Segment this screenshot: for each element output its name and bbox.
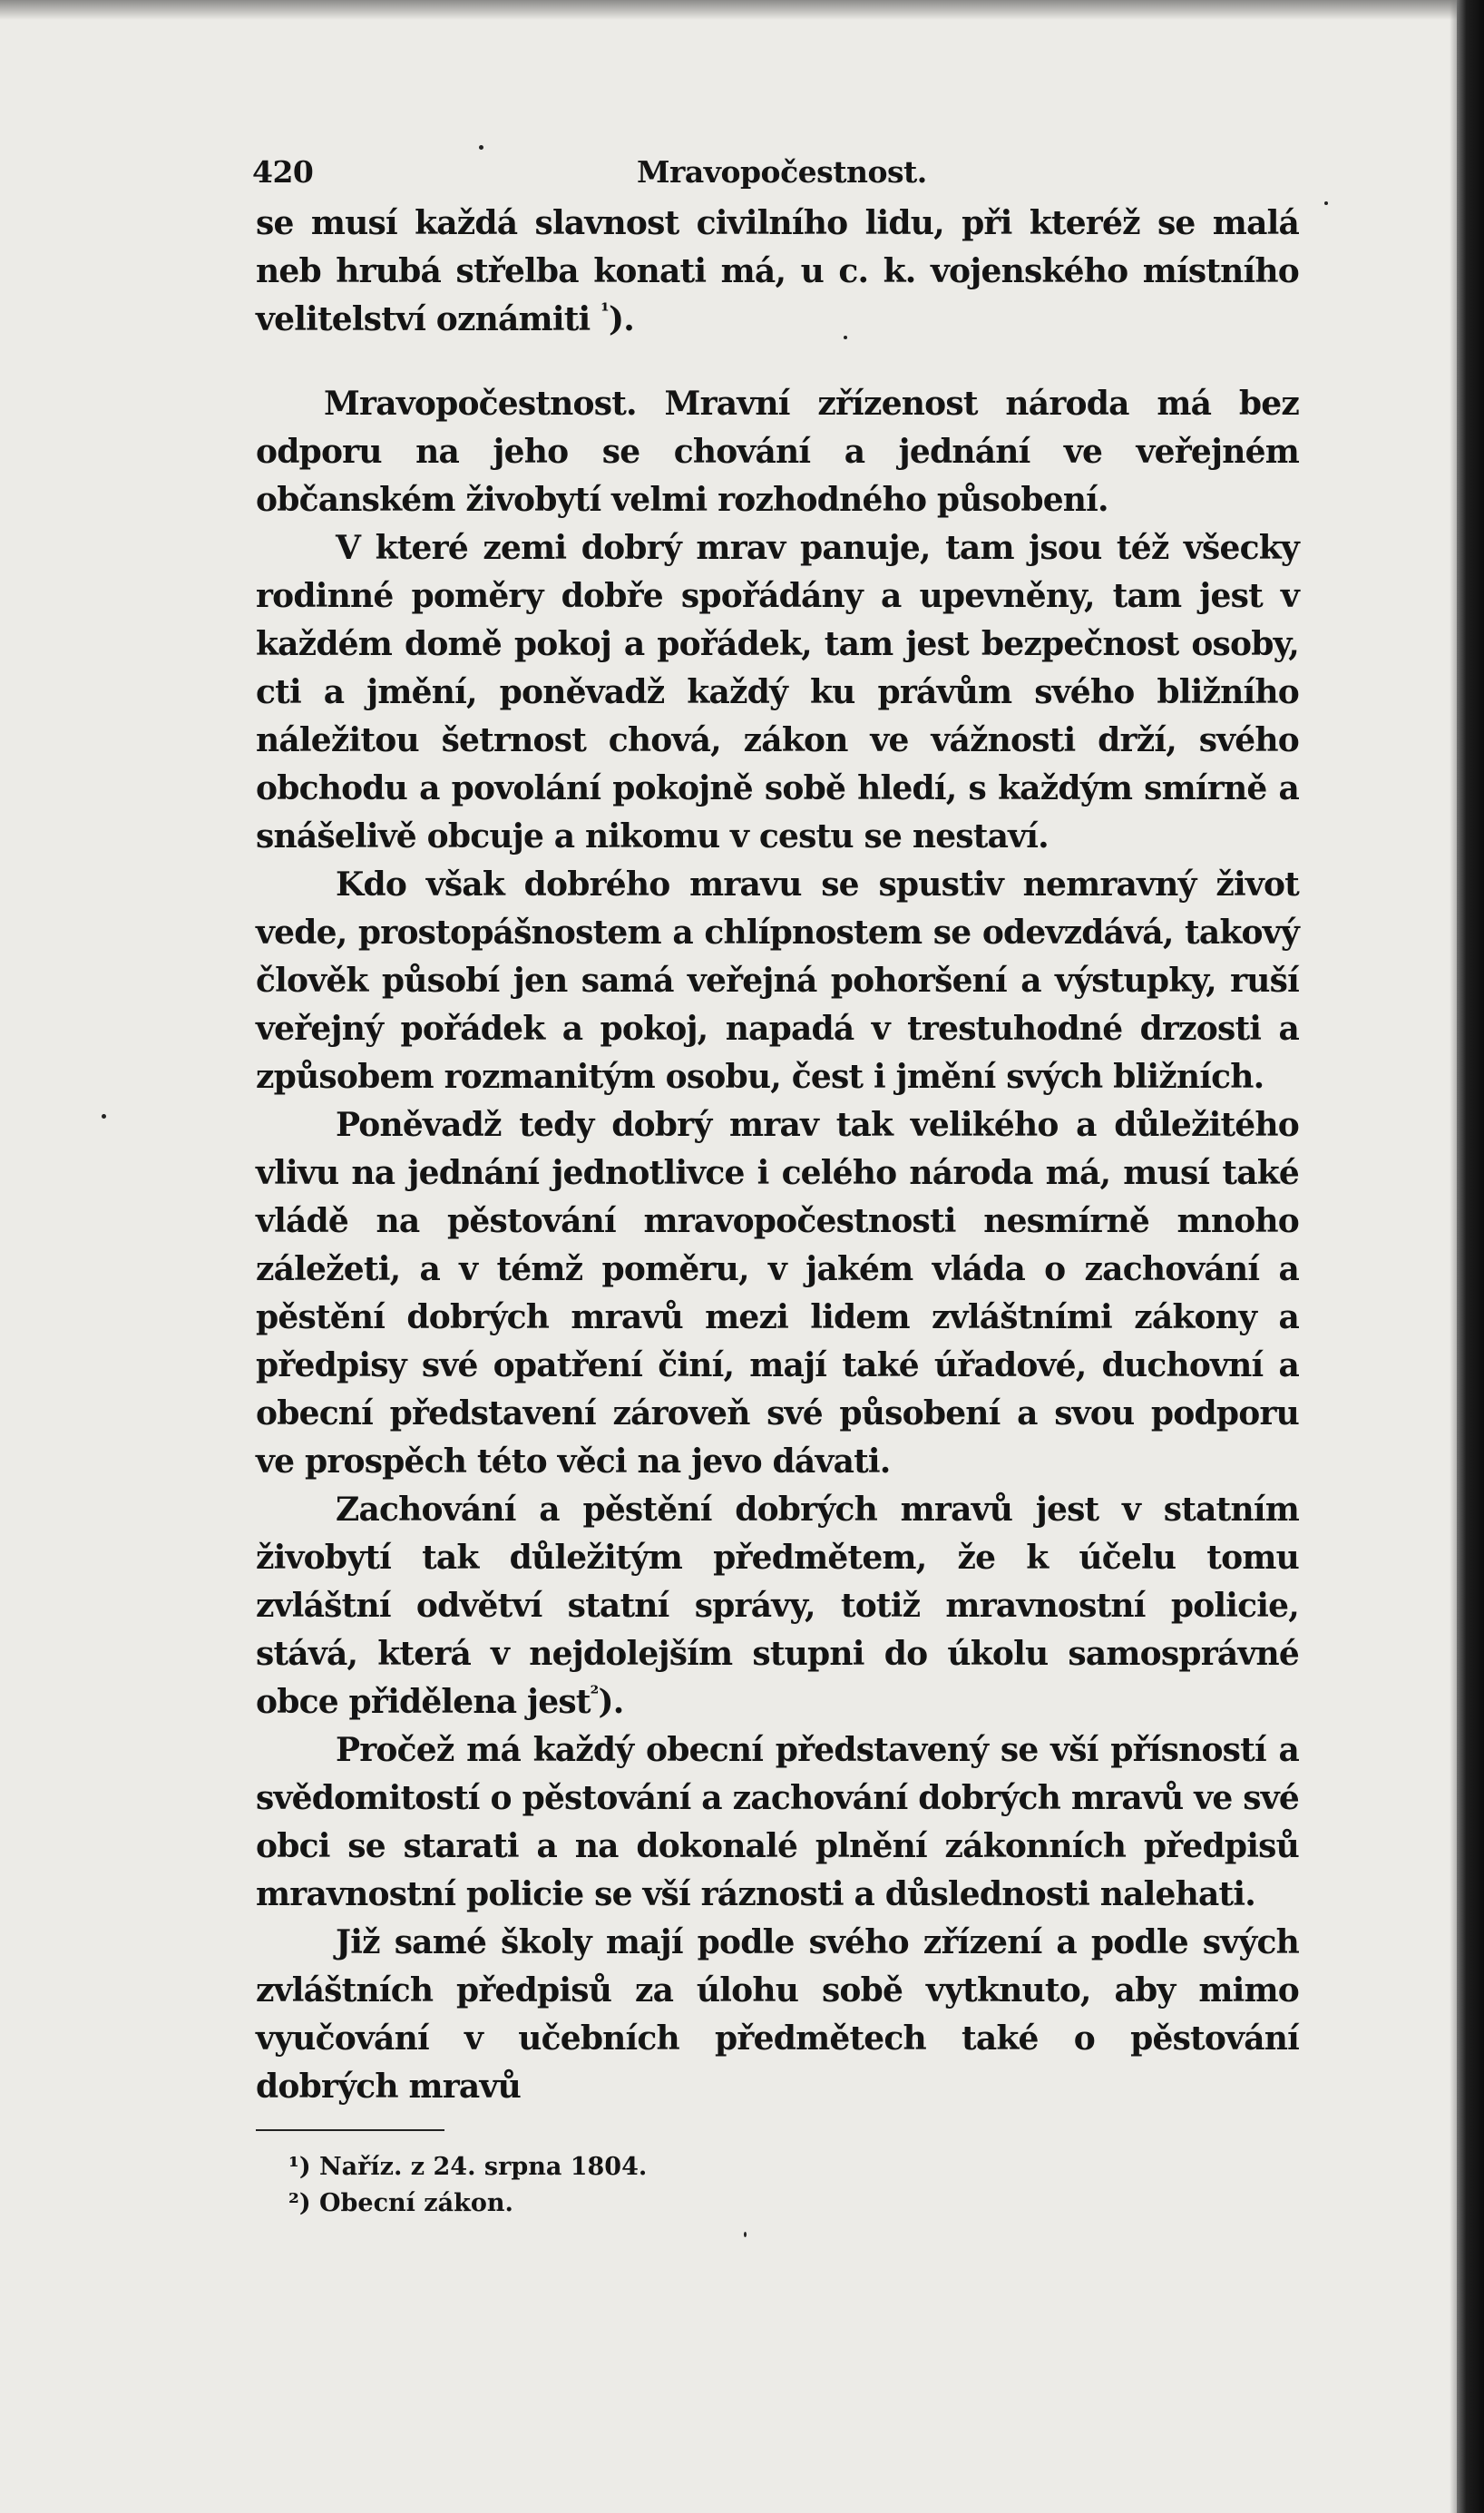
footnote-2: ²) Obecní zákon.: [288, 2189, 513, 2217]
paragraph-text: Mravní zřízenost národa má bez odporu na jeho se chování a jednání ve veřejném občanském živobytí velmi rozhodného působení.: [256, 385, 1299, 519]
paragraph: Pročež má každý obecní představený se vší přísností a svědomitostí o pěstování a zachování dobrých mravů ve své obci se starati a na dokonalé plnění zákonních předpisů mravnostní policie se vší ráznosti a důslednosti nalehati.: [256, 1731, 1299, 1913]
footnotes: [288, 2149, 1299, 2222]
paragraph-with-note: [256, 1486, 1299, 1726]
paragraph-end: ).: [609, 300, 634, 338]
paragraph-text: Zachování a pěstění dobrých mravů jest v statním živobytí tak důležitým předmětem, že k účelu tomu zvláštní odvětví statní správy, totiž mravnostní policie, stává, která v nejdolejším stupni do úkolu samosprávné obce přidělena jest: [256, 1491, 1299, 1721]
section-paragraph: [256, 380, 1299, 524]
paragraph-text: se musí každá slavnost civilního lidu, při kteréž se malá neb hrubá střelba konati má, u c. k. vojenského místního velitelství oznámiti: [256, 204, 1299, 338]
footnote-ref-1: ¹: [600, 299, 610, 323]
paragraph: V které zemi dobrý mrav panuje, tam jsou též všecky rodinné poměry dobře spořádány a upevněny, tam jest v každém domě pokoj a pořádek, tam jest bezpečnost osoby, cti a jmění, poněvadž každý ku právům svého bližního náležitou šetrnost chová, zákon ve vážnosti drží, svého obchodu a povolání pokojně sobě hledí, s každým smírně a snášelivě obcuje a nikomu v cestu se nestaví.: [256, 529, 1299, 856]
paragraph: Poněvadž tedy dobrý mrav tak velikého a důležitého vlivu na jednání jednotlivce i celého národa má, musí také vládě na pěstování mravopočestnosti nesmírně mnoho záležeti, a v témž poměru, v jakém vláda o zachování a pěstění dobrých mravů mezi lidem zvláštními zákony a předpisy své opatření činí, mají také úřadové, duchovní a obecní představení zároveň své působení a svou podporu ve prospěch této věci na jevo dávati.: [256, 1106, 1299, 1481]
binding-gutter: [1457, 0, 1484, 2513]
page-content: [252, 145, 1299, 2222]
paragraph-end: ).: [598, 1683, 624, 1721]
running-title: Mravopočestnost.: [637, 154, 927, 190]
paragraph: Kdo však dobrého mravu se spustiv nemravný život vede, prostopášnostem a chlípnostem se odevzdává, takový člověk působí jen samá veřejná pohoršení a výstupky, ruší veřejný pořádek a pokoj, napadá v trestuhodné drzosti a způsobem rozmanitým osobu, čest i jmění svých bližních.: [256, 865, 1299, 1096]
page-number: 420: [252, 154, 314, 190]
paragraph: Již samé školy mají podle svého zřízení a podle svých zvláštních předpisů za úlohu sobě vytknuto, aby mimo vyučování v učebních předmětech také o pěstování dobrých mravů: [256, 1923, 1299, 2106]
footnote-1: ¹) Naříz. z 24. srpna 1804.: [288, 2153, 648, 2181]
top-shadow: [0, 0, 1484, 20]
footnote-rule: [256, 2129, 444, 2131]
page-header: [252, 145, 1299, 200]
section-title: Mravopočestnost.: [324, 385, 637, 423]
footnote-ref-2: ²: [590, 1682, 599, 1706]
paragraph-continuation: [256, 200, 1299, 344]
body-text: [256, 200, 1299, 2111]
binding-edge-shadow: [1450, 0, 1457, 2513]
